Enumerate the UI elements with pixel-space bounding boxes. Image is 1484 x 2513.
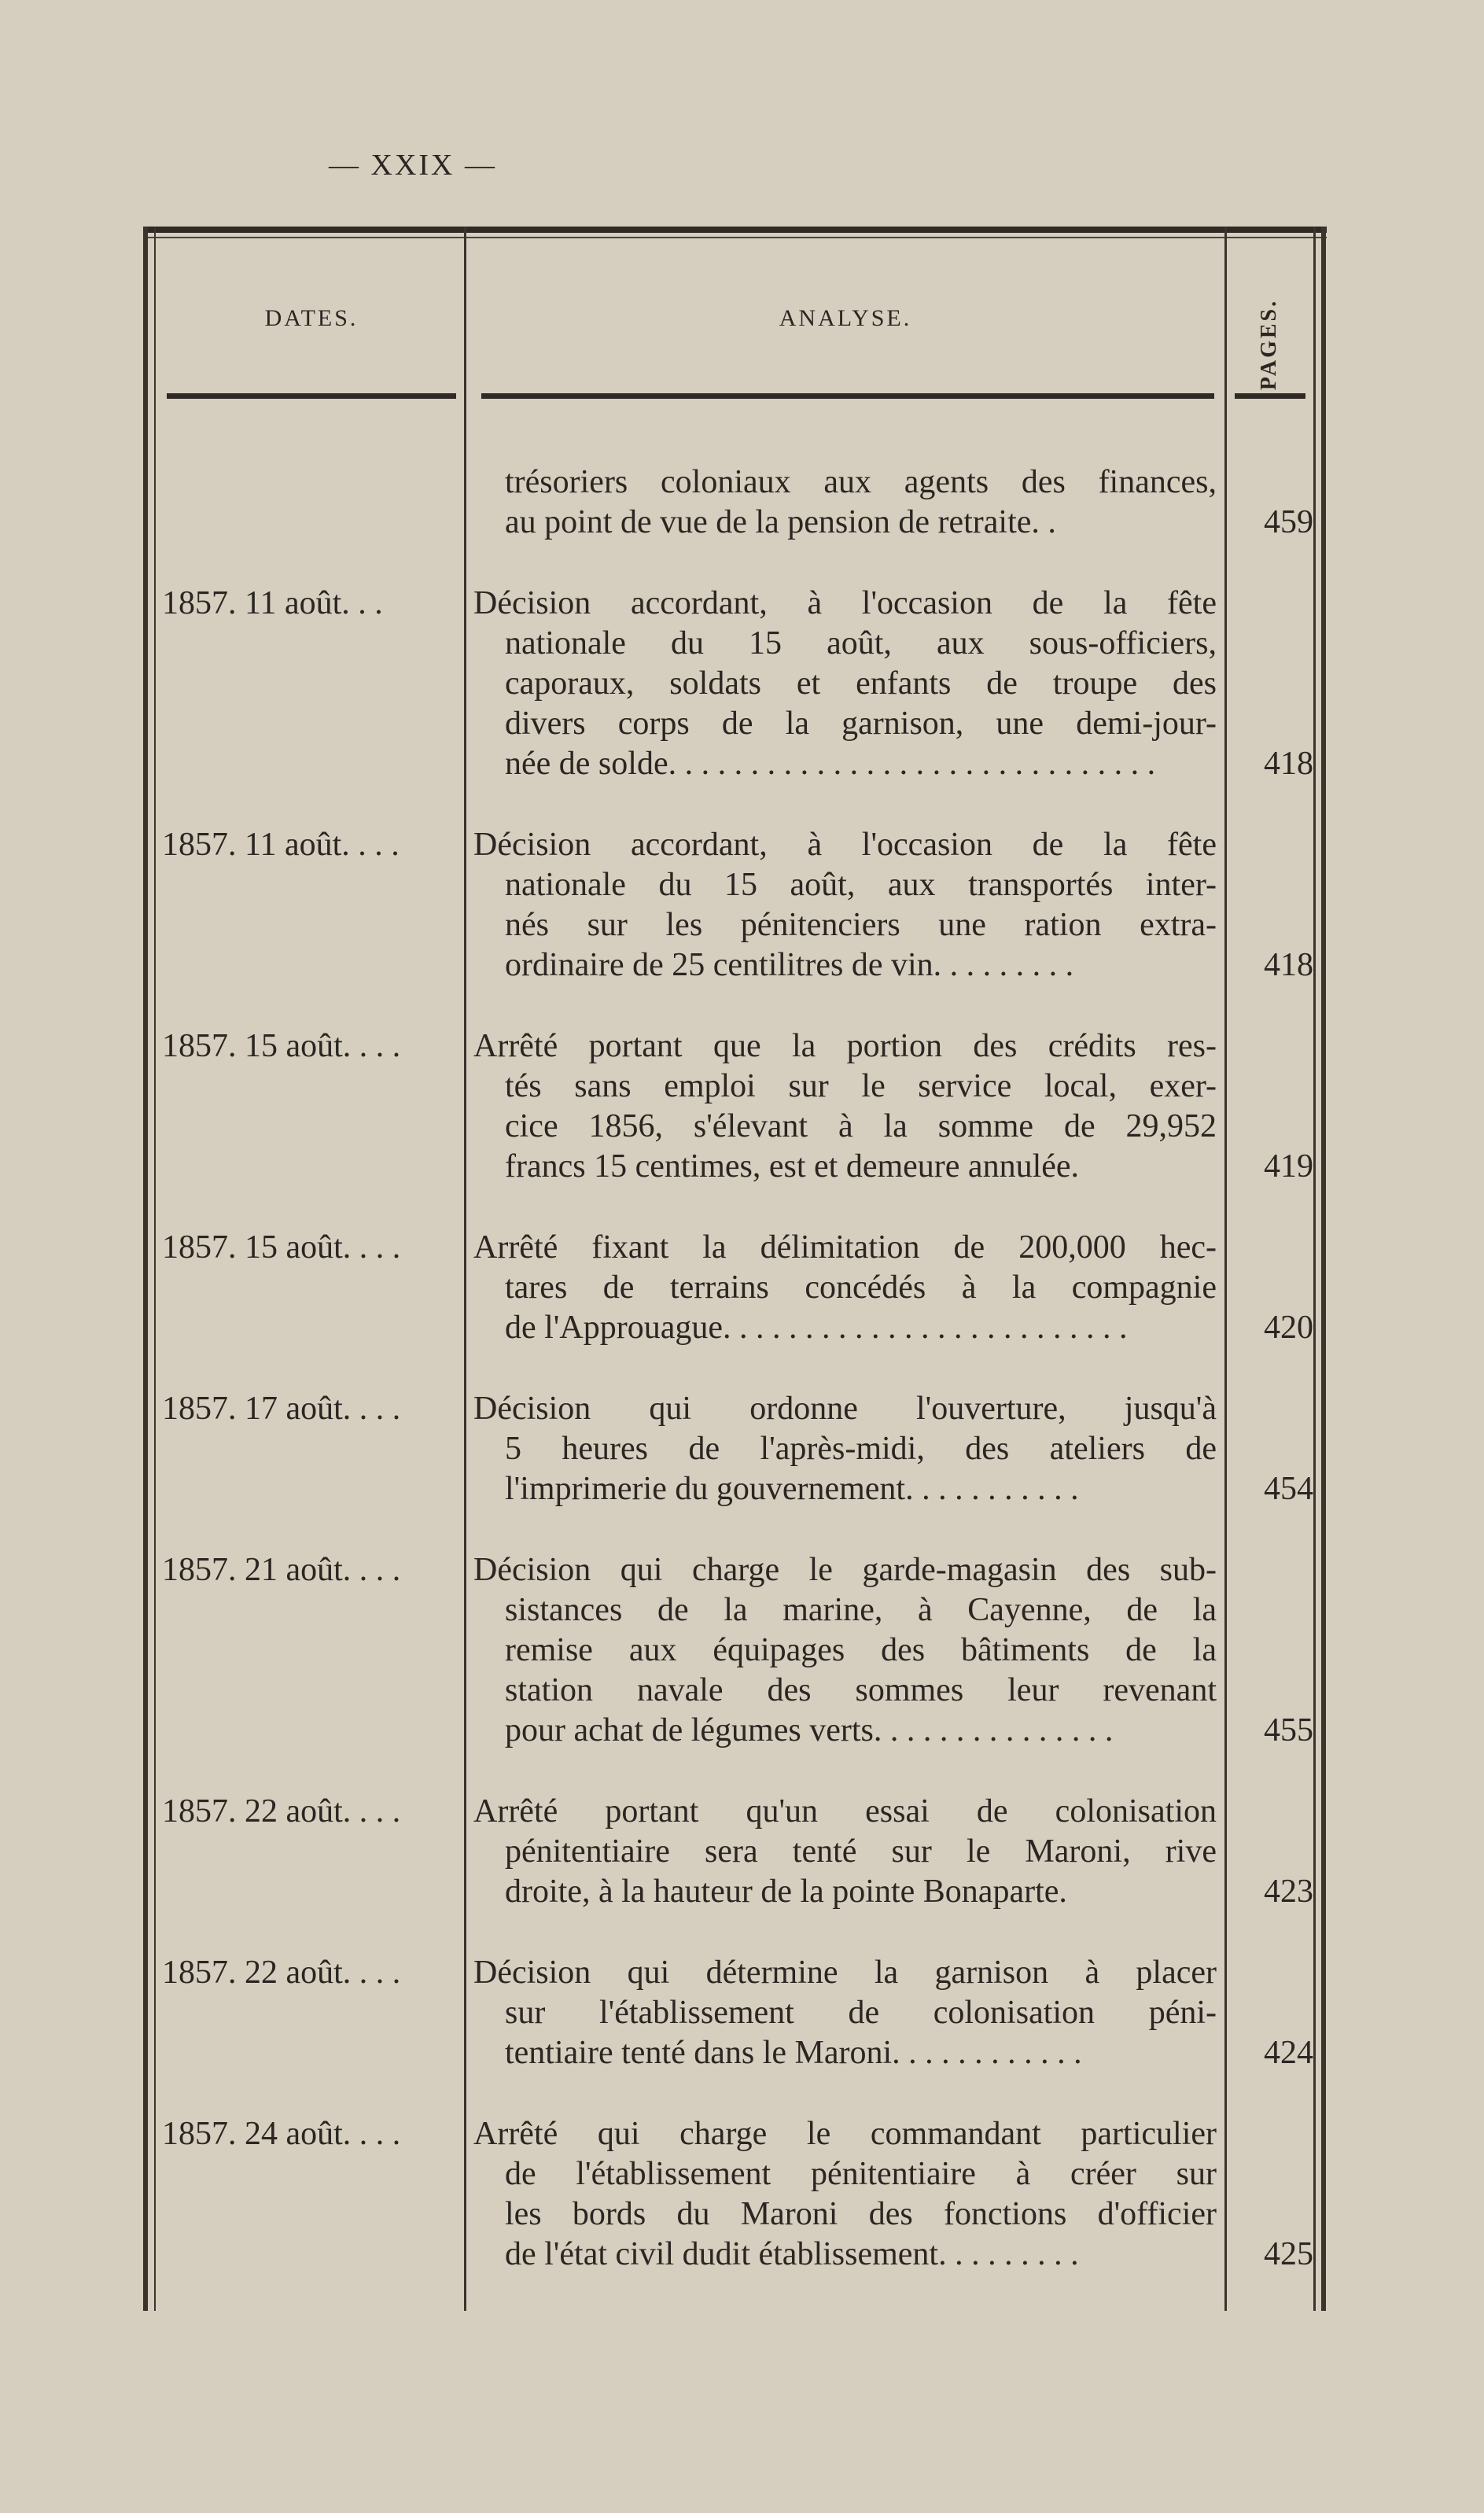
column-header-pages: PAGES. (1257, 298, 1281, 391)
analysis-line: droite, à la hauteur de la pointe Bonaparte. (505, 1874, 1067, 1910)
entry-date: 1857. 11 août. . . . (162, 827, 400, 863)
analysis-line: tares de terrains concédés à la compagnie (505, 1269, 1217, 1306)
analysis-line: tés sans emploi sur le service local, exer- (505, 1068, 1217, 1104)
entry-analysis (473, 1389, 1217, 1509)
entry-date: 1857. 15 août. . . . (162, 1229, 401, 1266)
table-row (143, 825, 1327, 986)
analysis-line: Décision qui détermine la garnison à placer (473, 1955, 1217, 1991)
entry-date: 1857. 22 août. . . . (162, 1793, 401, 1829)
entry-page-number: 424 (1264, 2035, 1313, 2071)
table-top-thin-rule (143, 237, 1327, 238)
entry-page-number: 455 (1264, 1712, 1313, 1748)
analysis-line: Décision accordant, à l'occasion de la fête (473, 585, 1217, 621)
entry-analysis (473, 462, 1217, 543)
analysis-line: au point de vue de la pension de retraite. . (505, 504, 1056, 540)
table-row (143, 1792, 1327, 1912)
entry-analysis (473, 1228, 1217, 1348)
analysis-line: station navale des sommes leur revenant (505, 1672, 1217, 1708)
table-row (143, 2114, 1327, 2275)
analysis-line: Arrêté portant que la portion des crédits res- (473, 1028, 1217, 1064)
page-title: — XXIX — (329, 149, 497, 182)
table-row (143, 1228, 1327, 1348)
analysis-line: francs 15 centimes, est et demeure annulée. (505, 1148, 1080, 1185)
entry-page-number: 423 (1264, 1874, 1313, 1910)
entry-date: 1857. 15 août. . . . (162, 1028, 401, 1064)
entry-date: 1857. 24 août. . . . (162, 2116, 401, 2152)
entry-analysis (473, 1953, 1217, 2073)
header-rule-dates (167, 393, 456, 399)
table-row (143, 462, 1327, 543)
entry-page-number: 420 (1264, 1310, 1313, 1346)
analysis-line: Arrêté qui charge le commandant particulier (473, 2116, 1217, 2152)
entry-page-number: 454 (1264, 1471, 1313, 1507)
column-header-dates: DATES. (264, 305, 359, 331)
analysis-line: Arrêté fixant la délimitation de 200,000 hec- (473, 1229, 1217, 1266)
entry-page-number: 425 (1264, 2236, 1313, 2272)
analysis-line: l'imprimerie du gouvernement. . . . . . . . . . . (505, 1471, 1079, 1507)
analysis-line: divers corps de la garnison, une demi-jour- (505, 706, 1217, 742)
index-table (143, 227, 1327, 2311)
header-rule-pages (1235, 393, 1305, 399)
table-row (143, 1389, 1327, 1509)
entry-date: 1857. 17 août. . . . (162, 1391, 401, 1427)
analysis-line: sur l'établissement de colonisation péni- (505, 1995, 1217, 2031)
table-row (143, 584, 1327, 784)
table-row (143, 1550, 1327, 1751)
entry-date: 1857. 11 août. . . (162, 585, 383, 621)
header-rule-analyse (481, 393, 1214, 399)
analysis-line: pour achat de légumes verts. . . . . . . . . . . . . . . (505, 1712, 1114, 1748)
table-body (143, 462, 1327, 2316)
analysis-line: tentiaire tenté dans le Maroni. . . . . . . . . . . . (505, 2035, 1082, 2071)
entry-date: 1857. 22 août. . . . (162, 1955, 401, 1991)
entry-analysis (473, 1792, 1217, 1912)
analysis-line: Décision accordant, à l'occasion de la fête (473, 827, 1217, 863)
analysis-line: pénitentiaire sera tenté sur le Maroni, rive (505, 1833, 1217, 1870)
table-top-rule (143, 227, 1327, 233)
entry-page-number: 418 (1264, 746, 1313, 782)
analysis-line: de l'établissement pénitentiaire à créer sur (505, 2156, 1217, 2192)
entry-page-number: 419 (1264, 1148, 1313, 1185)
column-header-analyse: ANALYSE. (779, 305, 912, 331)
analysis-line: Décision qui ordonne l'ouverture, jusqu'à (473, 1391, 1217, 1427)
analysis-line: remise aux équipages des bâtiments de la (505, 1632, 1217, 1668)
analysis-line: nationale du 15 août, aux sous-officiers, (505, 625, 1217, 661)
table-row (143, 1953, 1327, 2073)
analysis-line: cice 1856, s'élevant à la somme de 29,952 (505, 1108, 1217, 1144)
analysis-line: ordinaire de 25 centilitres de vin. . . . . . . . . (505, 947, 1074, 983)
analysis-line: trésoriers coloniaux aux agents des finances, (505, 464, 1217, 500)
analysis-line: Arrêté portant qu'un essai de colonisation (473, 1793, 1217, 1829)
analysis-line: née de solde. . . . . . . . . . . . . . . . . . . . . . . . . . . . . . (505, 746, 1156, 782)
entry-analysis (473, 825, 1217, 986)
analysis-line: de l'état civil dudit établissement. . . . . . . . . (505, 2236, 1079, 2272)
analysis-line: les bords du Maroni des fonctions d'officier (505, 2196, 1217, 2232)
analysis-line: Décision qui charge le garde-magasin des sub- (473, 1552, 1217, 1588)
table-row (143, 1026, 1327, 1187)
analysis-line: nationale du 15 août, aux transportés inter- (505, 867, 1217, 903)
analysis-line: caporaux, soldats et enfants de troupe des (505, 665, 1217, 702)
entry-date: 1857. 21 août. . . . (162, 1552, 401, 1588)
analysis-line: sistances de la marine, à Cayenne, de la (505, 1592, 1217, 1628)
entry-page-number: 418 (1264, 947, 1313, 983)
entry-analysis (473, 584, 1217, 784)
analysis-line: nés sur les pénitenciers une ration extra- (505, 907, 1217, 943)
entry-page-number: 459 (1264, 504, 1313, 540)
entry-analysis (473, 1026, 1217, 1187)
entry-analysis (473, 2114, 1217, 2275)
analysis-line: de l'Approuague. . . . . . . . . . . . . . . . . . . . . . . . . (505, 1310, 1128, 1346)
analysis-line: 5 heures de l'après-midi, des ateliers de (505, 1431, 1217, 1467)
entry-analysis (473, 1550, 1217, 1751)
